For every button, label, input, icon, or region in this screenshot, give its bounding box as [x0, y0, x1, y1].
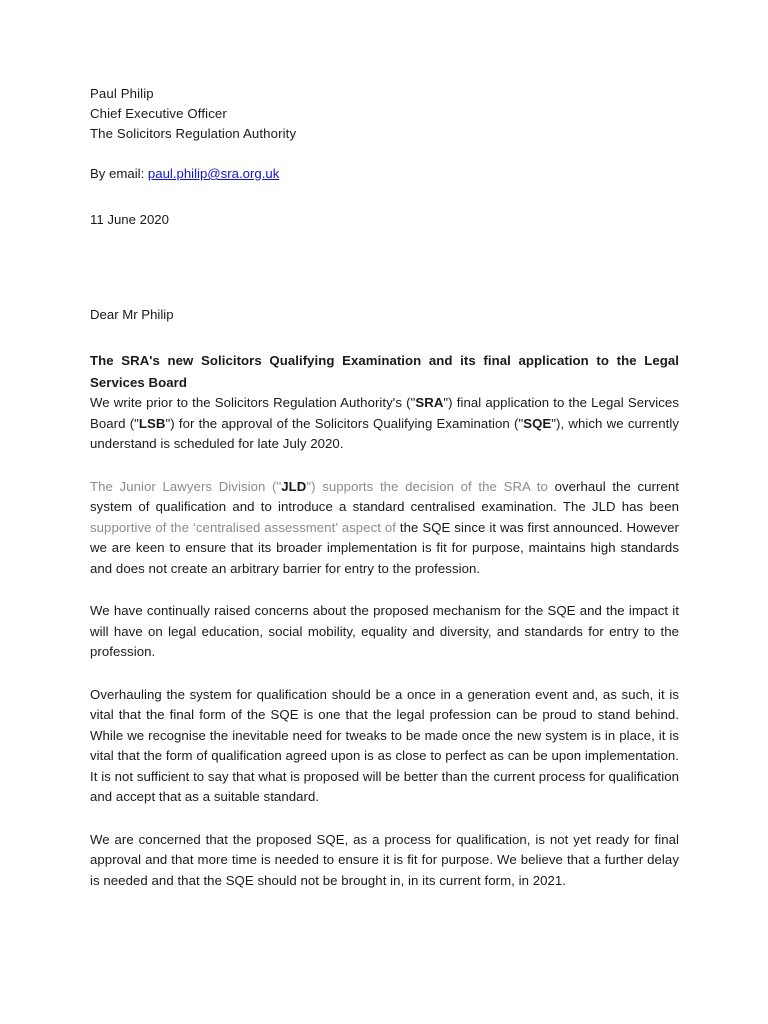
p1-text-2: ") final application to the Legal Services Board ("	[90, 395, 679, 431]
email-label: By email:	[90, 166, 148, 181]
p1-text-3: ") for the approval of the Solicitors Qualifying Examination ("	[165, 415, 524, 431]
salutation: Dear Mr Philip	[90, 307, 174, 322]
email-address-link[interactable]: paul.philip@sra.org.uk	[147, 166, 280, 181]
letter-body	[90, 84, 679, 891]
paragraph-4: Overhauling the system for qualification should be a once in a generation event and, as such, it is vital that the final form of the SQE is one that the legal profession can be proud to stand behind. While we recognise the inevitable need for tweaks to be made once the new system is in place, it is vital that the form of qualification agreed upon is as close to perfect as can be upon implementation. It is not sufficient to say that what is proposed will be better than the current process for qualification and accept that as a suitable standard.	[90, 686, 679, 804]
paragraph-2	[90, 477, 679, 580]
letter-date: 11 June 2020	[90, 212, 169, 227]
p1-acronym-sra: SRA	[415, 395, 444, 410]
recipient-organisation: The Solicitors Regulation Authority	[90, 126, 297, 141]
recipient-job-title: Chief Executive Officer	[90, 106, 227, 121]
paragraph-3: We have continually raised concerns about the proposed mechanism for the SQE and the impact it will have on legal education, social mobility, equality and diversity, and standards for entry to the profession.	[90, 603, 679, 659]
p2-text-2: the SQE since it was first announced. However we are keen to ensure that its broader implementation is fit for purpose, maintains high standards and does not create an arbitrary barrier for entry to the profession.	[90, 519, 679, 576]
p1-acronym-lsb: LSB	[138, 415, 166, 431]
p2-faint-text-3: supportive of the ‘centralised assessment’ aspect of	[90, 519, 400, 535]
p1-text-1: We write prior to the Solicitors Regulation Authority's ("	[90, 395, 416, 410]
p2-faint-text-1: The Junior Lawyers Division ("	[90, 478, 282, 494]
p2-text-1: overhaul the current system of qualification and to introduce a standard centralised examination. The JLD has been	[90, 478, 679, 514]
recipient-address-block	[90, 84, 679, 144]
p1-text-4: "), which we currently understand is scheduled for late July 2020.	[90, 415, 679, 451]
p2-acronym-jld: JLD	[281, 478, 307, 494]
p1-acronym-sqe: SQE	[523, 415, 552, 431]
paragraph-5: We are concerned that the proposed SQE, as a process for qualification, is not yet ready for final approval and that more time is needed to ensure it is fit for purpose. We believe that a further delay is needed and that the SQE should not be brought in, in its current form, in 2021.	[90, 831, 679, 888]
recipient-name: Paul Philip	[90, 86, 154, 101]
email-line	[90, 164, 679, 184]
subject-heading: The SRA's new Solicitors Qualifying Examination and its final application to the Legal Services Board	[90, 353, 679, 390]
paragraph-1	[90, 393, 679, 455]
p2-faint-text-2: ") supports the decision of the SRA to	[306, 478, 555, 494]
